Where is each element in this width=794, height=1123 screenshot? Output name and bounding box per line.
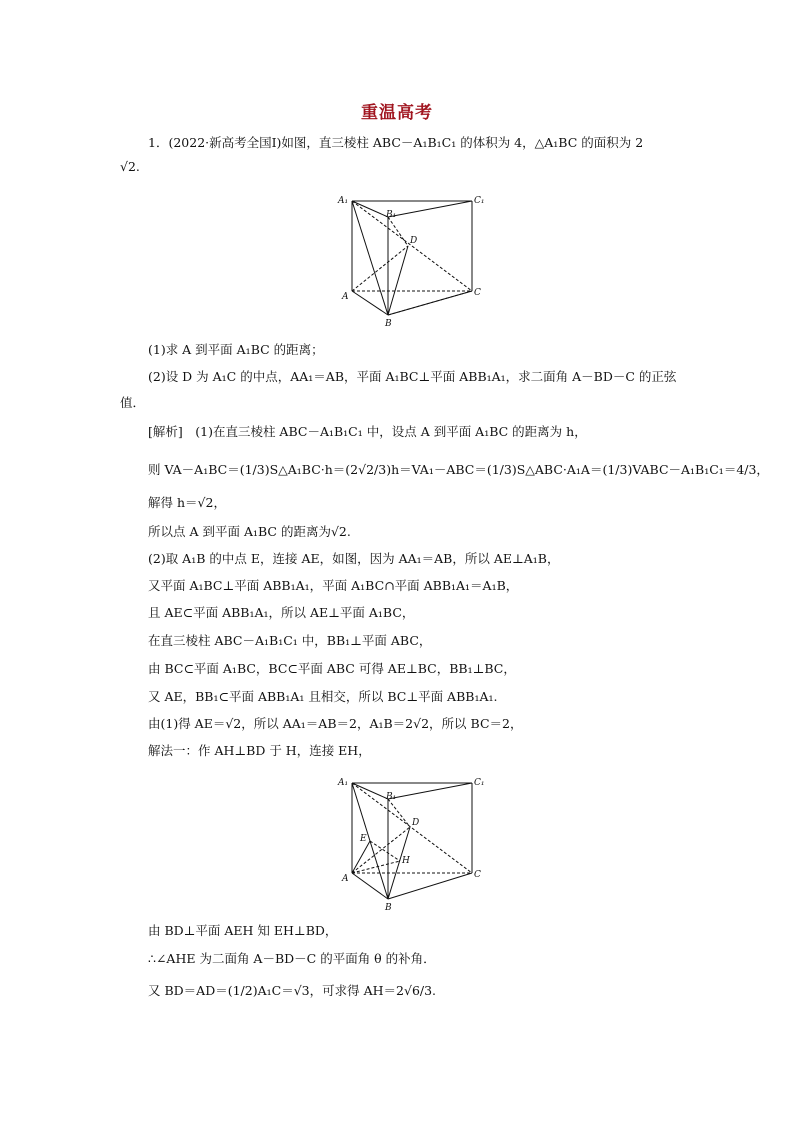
label-b-fig2: B	[385, 903, 392, 913]
label-d-fig2: D	[412, 818, 420, 828]
label-c1: C₁	[474, 196, 485, 206]
problem-line-1: 1．(2022·新高考全国Ⅰ)如图，直三棱柱 ABC－A₁B₁C₁ 的体积为 4，△A₁BC 的面积为 2	[148, 135, 644, 150]
label-d: D	[410, 236, 418, 246]
solution-line-10: 又 AE，BB₁⊂平面 ABB₁A₁ 且相交，所以 BC⊥平面 ABB₁A₁.	[148, 689, 498, 704]
label-b1: B₁	[386, 210, 397, 220]
solution-line-11: 由(1)得 AE＝√2，所以 AA₁＝AB＝2，A₁B＝2√2，所以 BC＝2，	[148, 716, 523, 731]
label-a1: A₁	[338, 196, 349, 206]
label-c: C	[474, 288, 481, 298]
solution-line-14: ∴∠AHE 为二面角 A－BD－C 的平面角 θ 的补角．	[148, 951, 436, 966]
solution-line-12: 解法一：作 AH⊥BD 于 H，连接 EH，	[148, 743, 371, 758]
solution-line-4: 所以点 A 到平面 A₁BC 的距离为√2.	[148, 524, 351, 539]
question-2-line-2: 值．	[120, 395, 146, 410]
label-h: H	[402, 856, 410, 866]
label-e: E	[360, 834, 367, 844]
solution-line-2: 则 VA－A₁BC＝(1/3)S△A₁BC·h＝(2√2/3)h＝VA₁－ABC＝(1/3)S△ABC·A₁A＝(1/3)VABC－A₁B₁C₁＝4/3，	[148, 462, 769, 477]
question-1: (1)求 A 到平面 A₁BC 的距离；	[148, 342, 324, 357]
problem-line-2: √2.	[120, 159, 140, 174]
label-b1-fig2: B₁	[386, 792, 397, 802]
solution-line-1: [解析] (1)在直三棱柱 ABC－A₁B₁C₁ 中，设点 A 到平面 A₁BC 的距离为 h，	[148, 424, 587, 439]
label-a1-fig2: A₁	[338, 778, 349, 788]
question-2-line-1: (2)设 D 为 A₁C 的中点，AA₁＝AB，平面 A₁BC⊥平面 ABB₁A₁，求二面角 A－BD－C 的正弦	[148, 369, 677, 384]
solution-line-15: 又 BD＝AD＝(1/2)A₁C＝√3，可求得 AH＝2√6/3.	[148, 983, 437, 998]
solution-line-5: (2)取 A₁B 的中点 E，连接 AE，如图，因为 AA₁＝AB，所以 AE⊥A₁B，	[148, 551, 560, 566]
label-c-fig2: C	[474, 870, 481, 880]
solution-line-13: 由 BD⊥平面 AEH 知 EH⊥BD，	[148, 923, 338, 938]
solution-line-3: 解得 h＝√2，	[148, 495, 226, 510]
solution-line-6: 又平面 A₁BC⊥平面 ABB₁A₁，平面 A₁BC∩平面 ABB₁A₁＝A₁B，	[148, 578, 519, 593]
label-c1-fig2: C₁	[474, 778, 485, 788]
label-a-fig2: A	[342, 874, 349, 884]
solution-line-8: 在直三棱柱 ABC－A₁B₁C₁ 中，BB₁⊥平面 ABC，	[148, 633, 432, 648]
prism-figure-1	[336, 193, 496, 329]
label-a: A	[342, 292, 349, 302]
page-title: 重温高考	[361, 103, 433, 123]
prism-figure-2	[336, 773, 496, 913]
label-b: B	[385, 319, 392, 329]
solution-line-7: 且 AE⊂平面 ABB₁A₁，所以 AE⊥平面 A₁BC，	[148, 605, 415, 620]
solution-line-9: 由 BC⊂平面 A₁BC，BC⊂平面 ABC 可得 AE⊥BC，BB₁⊥BC，	[148, 661, 516, 676]
